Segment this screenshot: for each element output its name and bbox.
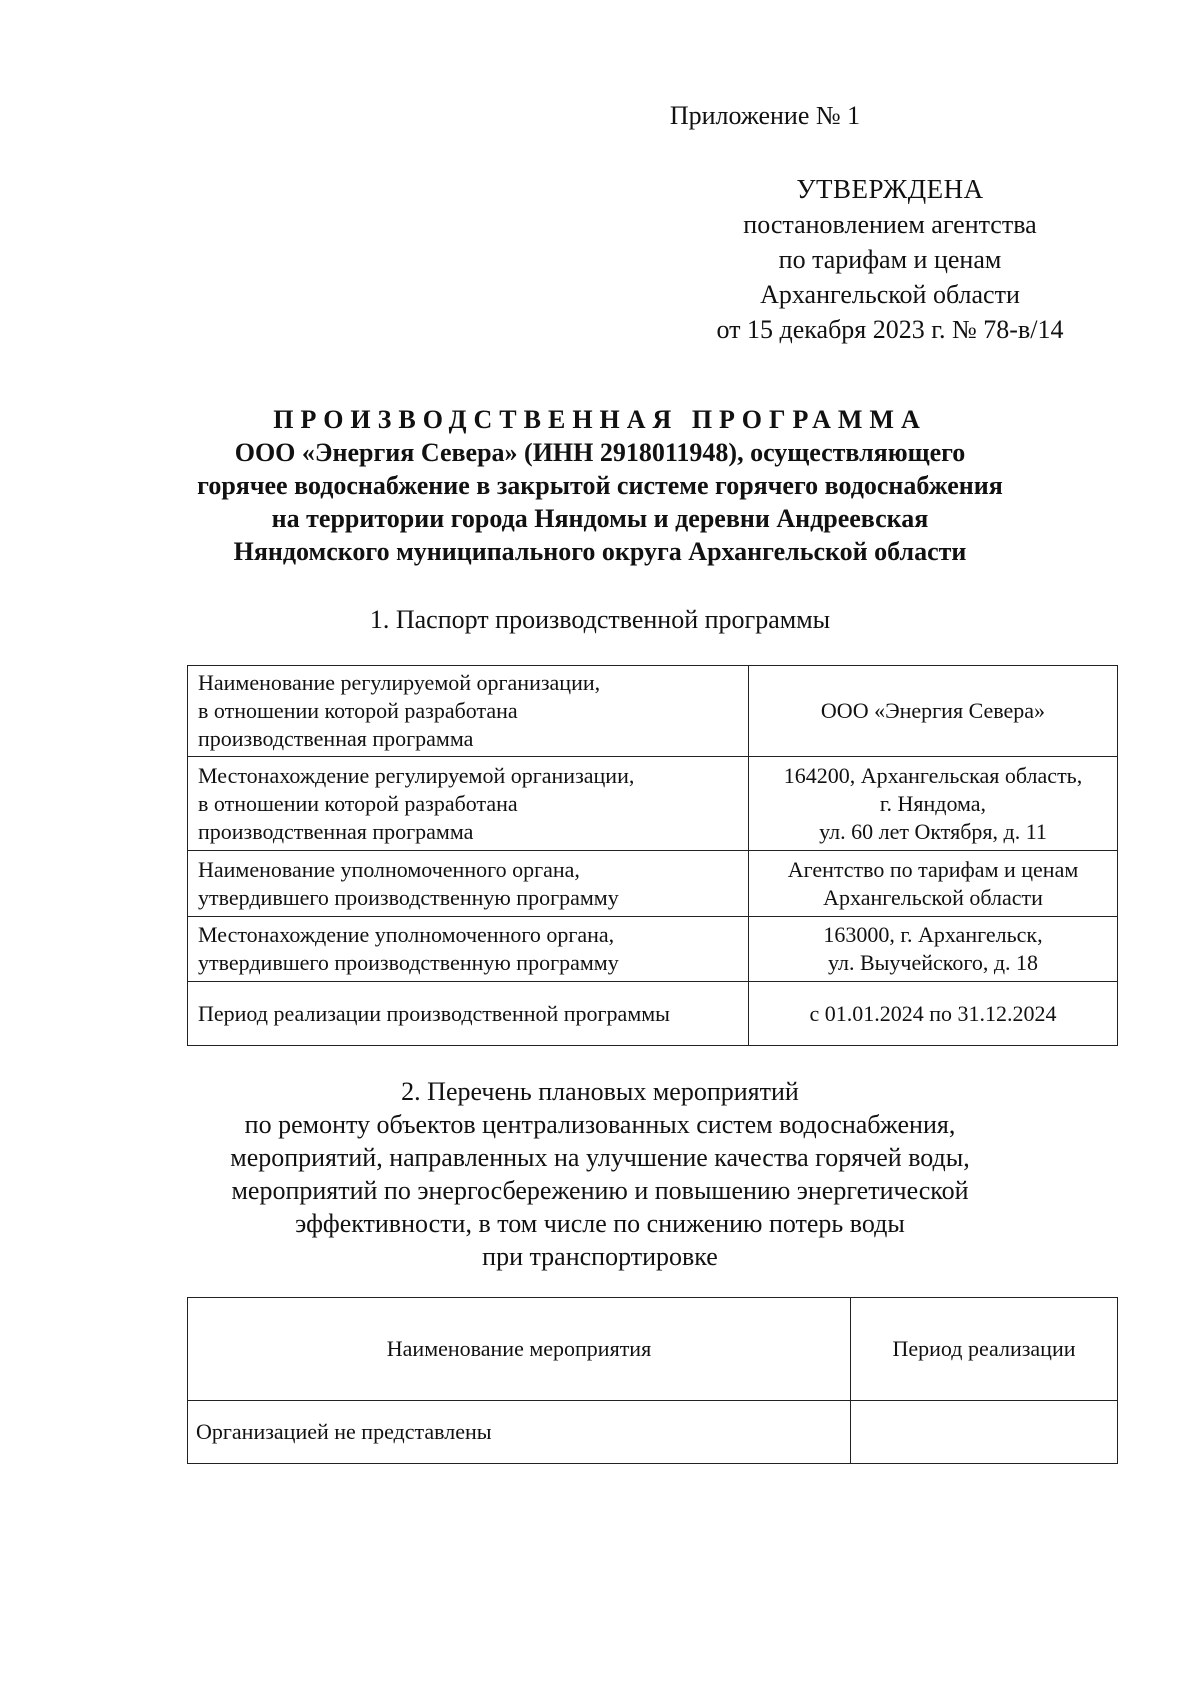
table-row [188,1401,1118,1464]
approval-date-line: от 15 декабря 2023 г. № 78-в/14 [716,315,1064,344]
table-cell-key [188,982,749,1046]
document-title [150,403,1050,568]
table-cell-key [188,666,749,757]
cell-line: Наименование регулируемой организации, [198,670,601,695]
table-cell-value [749,666,1118,757]
cell-line: 163000, г. Архангельск, [823,922,1043,947]
heading-line: мероприятий по энергосбережению и повышению энергетической [231,1176,969,1205]
program-title: ПРОИЗВОДСТВЕННАЯ ПРОГРАММА [273,405,927,434]
table-row [188,982,1118,1046]
cell-line: в отношении которой разработана [198,790,518,816]
table-cell-value [749,917,1118,982]
heading-line: 2. Перечень плановых мероприятий [401,1077,799,1106]
heading-line: по ремонту объектов централизованных систем водоснабжения, [244,1110,956,1139]
table-cell-key [188,851,749,917]
section-heading-measures [150,1075,1050,1273]
table-row [188,666,1118,757]
cell-line: с 01.01.2024 по 31.12.2024 [809,1000,1057,1026]
table-cell-key [188,917,749,982]
cell-line: Архангельской области [823,884,1043,910]
cell-line: производственная программа [198,726,474,751]
table-cell-value [749,851,1118,917]
title-line: горячее водоснабжение в закрытой системе горячего водоснабжения [197,471,1003,500]
section-heading-passport: 1. Паспорт производственной программы [369,605,831,634]
cell-line: ул. Выучейского, д. 18 [827,950,1039,975]
approval-stamp-title: УТВЕРЖДЕНА [796,174,984,204]
heading-line: эффективности, в том числе по снижению потерь воды [295,1209,905,1238]
measures-table [187,1297,1118,1464]
cell-line: Местонахождение регулируемой организации, [198,762,635,788]
cell-line: утвердившего производственную программу [198,884,619,910]
cell-line: г. Няндома, [879,790,987,816]
cell-line: ул. 60 лет Октября, д. 11 [819,818,1047,844]
table-cell-measure-name: Организацией не представлены [188,1401,851,1464]
approval-line: Архангельской области [760,280,1020,309]
cell-line: Период реализации производственной программы [198,1000,670,1026]
column-header-period: Период реализации [851,1298,1118,1401]
heading-line: при транспортировке [482,1242,718,1271]
column-header-measure-name: Наименование мероприятия [188,1298,851,1401]
cell-line: Местонахождение уполномоченного органа, [198,922,615,947]
table-cell-period [851,1401,1118,1464]
passport-table [187,665,1118,1046]
title-line: Няндомского муниципального округа Архангельской области [233,537,967,566]
approval-block [700,172,1080,347]
annex-number: Приложение № 1 [669,101,861,130]
heading-line: мероприятий, направленных на улучшение качества горячей воды, [230,1143,970,1172]
title-line: на территории города Няндомы и деревни Андреевская [271,504,929,533]
table-row [188,851,1118,917]
table-row [188,917,1118,982]
approval-line: по тарифам и ценам [778,245,1002,274]
cell-line: ООО «Энергия Севера» [820,698,1046,723]
table-cell-value [749,757,1118,851]
cell-line: в отношении которой разработана [198,698,518,723]
cell-line: производственная программа [198,818,474,844]
cell-line: 164200, Архангельская область, [783,762,1083,788]
table-row [188,757,1118,851]
title-line: ООО «Энергия Севера» (ИНН 2918011948), осуществляющего [234,438,966,467]
table-cell-value [749,982,1118,1046]
table-cell-key [188,757,749,851]
cell-line: утвердившего производственную программу [198,950,619,975]
table-header-row [188,1298,1118,1401]
approval-line: постановлением агентства [743,210,1037,239]
cell-line: Агентство по тарифам и ценам [787,856,1079,882]
cell-line: Наименование уполномоченного органа, [198,856,580,882]
